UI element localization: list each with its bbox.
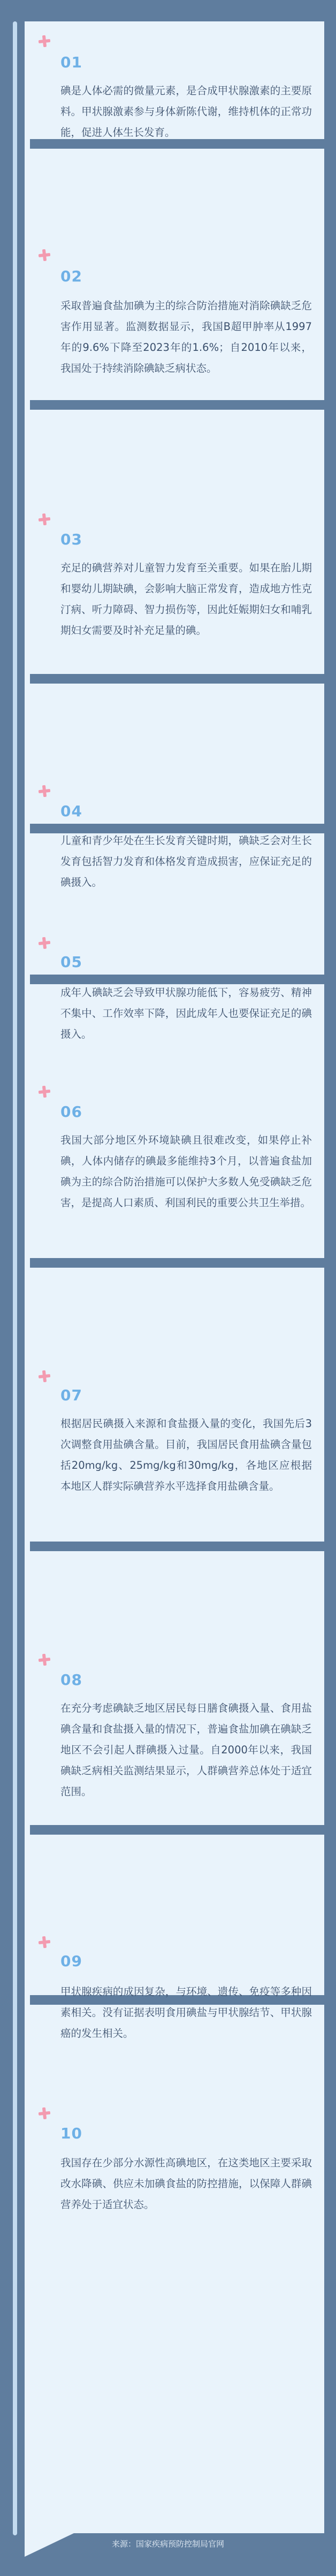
section-number: 09 bbox=[60, 1952, 82, 1970]
section-number: 01 bbox=[60, 53, 82, 71]
section-number: 06 bbox=[60, 1103, 82, 1121]
section-number: 08 bbox=[60, 1671, 82, 1689]
plus-icon bbox=[38, 937, 51, 949]
plus-icon bbox=[38, 35, 51, 48]
section-text: 我国存在少部分水源性高碘地区，在这类地区主要采取改水降碘、供应未加碘食盐的防控措施，以保障人群碘营养处于适宜状态。 bbox=[60, 2157, 312, 2211]
section-number: 02 bbox=[60, 267, 82, 285]
section-text: 儿童和青少年处在生长发育关键时期，碘缺乏会对生长发育包括智力发育和体格发育造成损害，应保证充足的碘摄入。 bbox=[60, 834, 312, 888]
section-text: 采取普遍食盐加碘为主的综合防治措施对消除碘缺乏危害作用显著。监测数据显示，我国B超甲肿率从1997年的9.6%下降至2023年的1.6%；自2010年以来，我国处于持续消除碘缺乏病状态。 bbox=[60, 300, 312, 374]
left-rail-decoration bbox=[13, 21, 17, 2535]
section-divider bbox=[30, 400, 330, 410]
plus-icon bbox=[38, 785, 51, 798]
plus-icon bbox=[38, 1653, 51, 1666]
source-footer: 来源：国家疾病预防控制局官网 bbox=[111, 2539, 224, 2549]
section-text: 充足的碘营养对儿童智力发育至关重要。如果在胎儿期和婴幼儿期缺碘，会影响大脑正常发育，造成地方性克汀病、听力障碍、智力损伤等，因此妊娠期妇女和哺乳期妇女需要及时补充足量的碘。 bbox=[60, 562, 312, 637]
section-divider bbox=[30, 1825, 330, 1835]
section-divider bbox=[30, 1542, 330, 1551]
plus-icon bbox=[38, 249, 51, 262]
plus-icon bbox=[38, 513, 51, 526]
plus-icon bbox=[38, 2107, 51, 2120]
section-text: 成年人碘缺乏会导致甲状腺功能低下，容易疲劳、精神不集中、工作效率下降，因此成年人也要保证充足的碘摄入。 bbox=[60, 986, 312, 1040]
section-number: 03 bbox=[60, 531, 82, 548]
section-number: 10 bbox=[60, 2125, 82, 2142]
section-divider bbox=[30, 1258, 330, 1268]
section-number: 07 bbox=[60, 1386, 82, 1404]
section-divider bbox=[30, 674, 330, 684]
section-number: 04 bbox=[60, 802, 82, 820]
section-text: 根据居民碘摄入来源和食盐摄入量的变化，我国先后3次调整食用盐碘含量。目前，我国居民食用盐碘含量包括20mg/kg、25mg/kg和30mg/kg，各地区应根据本地区人群实际碘营养水平选择食用盐碘含量。 bbox=[60, 1417, 312, 1492]
section-text: 我国大部分地区外环境缺碘且很难改变，如果停止补碘，人体内储存的碘最多能维持3个月，以普遍食盐加碘为主的综合防治措施可以保护大多数人免受碘缺乏危害，是提高人口素质、利国利民的重要公共卫生举措。 bbox=[60, 1134, 312, 1209]
plus-icon bbox=[38, 1085, 51, 1098]
section-text: 甲状腺疾病的成因复杂，与环境、遗传、免疫等多种因素相关。没有证据表明食用碘盐与甲状腺结节、甲状腺癌的发生相关。 bbox=[60, 1985, 312, 2040]
section-number: 05 bbox=[60, 953, 82, 971]
section-text: 在充分考虑碘缺乏地区居民每日膳食碘摄入量、食用盐碘含量和食盐摄入量的情况下，普遍食盐加碘在碘缺乏地区不会引起人群碘摄入过量。自2000年以来，我国碘缺乏病相关监测结果显示，人群碘营养总体处于适宜范围。 bbox=[60, 1702, 312, 1798]
section-text: 碘是人体必需的微量元素，是合成甲状腺激素的主要原料。甲状腺激素参与身体新陈代谢，维持机体的正常功能，促进人体生长发育。 bbox=[60, 85, 312, 139]
plus-icon bbox=[38, 1370, 51, 1383]
plus-icon bbox=[38, 1936, 51, 1949]
